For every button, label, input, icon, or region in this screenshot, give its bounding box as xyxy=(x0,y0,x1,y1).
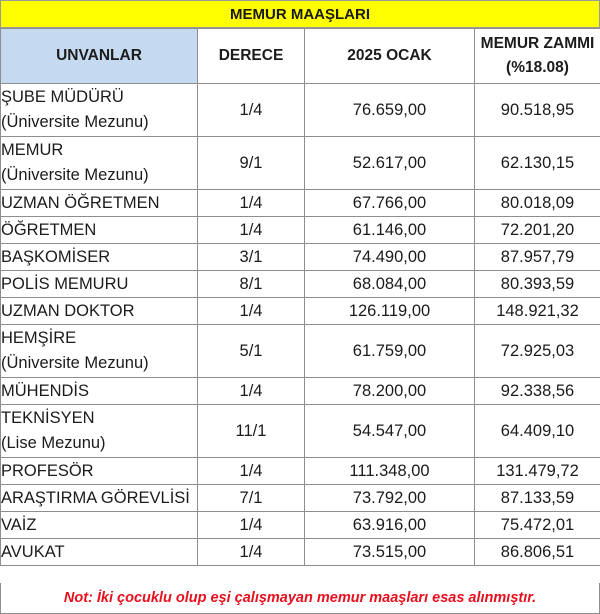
cell-2025-ocak: 111.348,00 xyxy=(305,458,475,485)
cell-unvan xyxy=(1,84,198,137)
cell-memur-zammi: 64.409,10 xyxy=(475,405,600,458)
cell-2025-ocak: 73.792,00 xyxy=(305,485,475,512)
unvan-education: (Lise Mezunu) xyxy=(1,434,106,452)
table-row xyxy=(1,137,600,190)
cell-2025-ocak: 67.766,00 xyxy=(305,190,475,217)
unvan-education: (Üniversite Mezunu) xyxy=(1,113,149,131)
cell-unvan xyxy=(1,298,198,325)
cell-2025-ocak: 78.200,00 xyxy=(305,378,475,405)
salary-table xyxy=(0,28,600,566)
table-row xyxy=(1,190,600,217)
cell-derece: 1/4 xyxy=(198,378,305,405)
cell-memur-zammi: 72.201,20 xyxy=(475,217,600,244)
cell-2025-ocak: 61.759,00 xyxy=(305,325,475,378)
cell-unvan xyxy=(1,271,198,298)
unvan-title: HEMŞİRE xyxy=(1,329,77,347)
cell-memur-zammi: 87.133,59 xyxy=(475,485,600,512)
cell-2025-ocak: 52.617,00 xyxy=(305,137,475,190)
header-row xyxy=(1,29,600,84)
cell-memur-zammi: 86.806,51 xyxy=(475,539,600,566)
cell-unvan xyxy=(1,458,198,485)
cell-memur-zammi: 90.518,95 xyxy=(475,84,600,137)
table-title: MEMUR MAAŞLARI xyxy=(0,0,600,28)
unvan-title: AVUKAT xyxy=(1,542,65,561)
header-derece: DERECE xyxy=(198,29,305,84)
cell-memur-zammi: 131.479,72 xyxy=(475,458,600,485)
unvan-title: ARAŞTIRMA GÖREVLİSİ xyxy=(1,488,190,507)
table-body xyxy=(1,84,600,566)
cell-unvan xyxy=(1,244,198,271)
cell-2025-ocak: 73.515,00 xyxy=(305,539,475,566)
cell-unvan xyxy=(1,485,198,512)
cell-unvan xyxy=(1,325,198,378)
unvan-title: MEMUR xyxy=(1,141,64,159)
cell-2025-ocak: 54.547,00 xyxy=(305,405,475,458)
cell-derece: 7/1 xyxy=(198,485,305,512)
cell-memur-zammi: 62.130,15 xyxy=(475,137,600,190)
cell-memur-zammi: 80.393,59 xyxy=(475,271,600,298)
header-zam-percent: (%18.08) xyxy=(506,59,569,76)
table-row xyxy=(1,539,600,566)
unvan-title: ÖĞRETMEN xyxy=(1,220,97,239)
table-row xyxy=(1,84,600,137)
cell-2025-ocak: 126.119,00 xyxy=(305,298,475,325)
unvan-title: MÜHENDİS xyxy=(1,381,90,400)
cell-derece: 8/1 xyxy=(198,271,305,298)
unvan-title: PROFESÖR xyxy=(1,461,94,480)
cell-memur-zammi: 92.338,56 xyxy=(475,378,600,405)
cell-derece: 1/4 xyxy=(198,190,305,217)
cell-unvan xyxy=(1,190,198,217)
cell-memur-zammi: 72.925,03 xyxy=(475,325,600,378)
unvan-title: VAİZ xyxy=(1,515,37,534)
cell-derece: 9/1 xyxy=(198,137,305,190)
table-row xyxy=(1,405,600,458)
footnote: Not: İki çocuklu olup eşi çalışmayan memur maaşları esas alınmıştır. xyxy=(0,583,600,614)
cell-derece: 1/4 xyxy=(198,539,305,566)
cell-derece: 1/4 xyxy=(198,84,305,137)
cell-memur-zammi: 80.018,09 xyxy=(475,190,600,217)
cell-2025-ocak: 68.084,00 xyxy=(305,271,475,298)
cell-unvan xyxy=(1,137,198,190)
table-row xyxy=(1,298,600,325)
cell-2025-ocak: 74.490,00 xyxy=(305,244,475,271)
cell-derece: 5/1 xyxy=(198,325,305,378)
cell-2025-ocak: 76.659,00 xyxy=(305,84,475,137)
unvan-title: UZMAN DOKTOR xyxy=(1,301,135,320)
unvan-education: (Üniversite Mezunu) xyxy=(1,166,149,184)
cell-2025-ocak: 61.146,00 xyxy=(305,217,475,244)
header-zam-label: MEMUR ZAMMI xyxy=(480,35,595,52)
cell-memur-zammi: 87.957,79 xyxy=(475,244,600,271)
cell-2025-ocak: 63.916,00 xyxy=(305,512,475,539)
cell-unvan xyxy=(1,512,198,539)
table-row xyxy=(1,378,600,405)
cell-derece: 11/1 xyxy=(198,405,305,458)
unvan-title: UZMAN ÖĞRETMEN xyxy=(1,193,160,212)
header-2025-ocak: 2025 OCAK xyxy=(305,29,475,84)
table-row xyxy=(1,325,600,378)
cell-unvan xyxy=(1,405,198,458)
cell-unvan xyxy=(1,539,198,566)
unvan-title: POLİS MEMURU xyxy=(1,274,129,293)
cell-derece: 1/4 xyxy=(198,512,305,539)
table-row xyxy=(1,512,600,539)
table-row xyxy=(1,485,600,512)
header-memur-zammi xyxy=(475,29,600,84)
cell-derece: 1/4 xyxy=(198,217,305,244)
header-unvanlar: UNVANLAR xyxy=(1,29,198,84)
cell-memur-zammi: 148.921,32 xyxy=(475,298,600,325)
unvan-title: BAŞKOMİSER xyxy=(1,247,111,266)
table-row xyxy=(1,244,600,271)
cell-derece: 1/4 xyxy=(198,298,305,325)
cell-derece: 1/4 xyxy=(198,458,305,485)
cell-unvan xyxy=(1,378,198,405)
unvan-title: TEKNİSYEN xyxy=(1,409,95,427)
cell-memur-zammi: 75.472,01 xyxy=(475,512,600,539)
table-row xyxy=(1,217,600,244)
unvan-education: (Üniversite Mezunu) xyxy=(1,354,149,372)
cell-derece: 3/1 xyxy=(198,244,305,271)
unvan-title: ŞUBE MÜDÜRÜ xyxy=(1,88,124,106)
table-row xyxy=(1,458,600,485)
table-row xyxy=(1,271,600,298)
cell-unvan xyxy=(1,217,198,244)
